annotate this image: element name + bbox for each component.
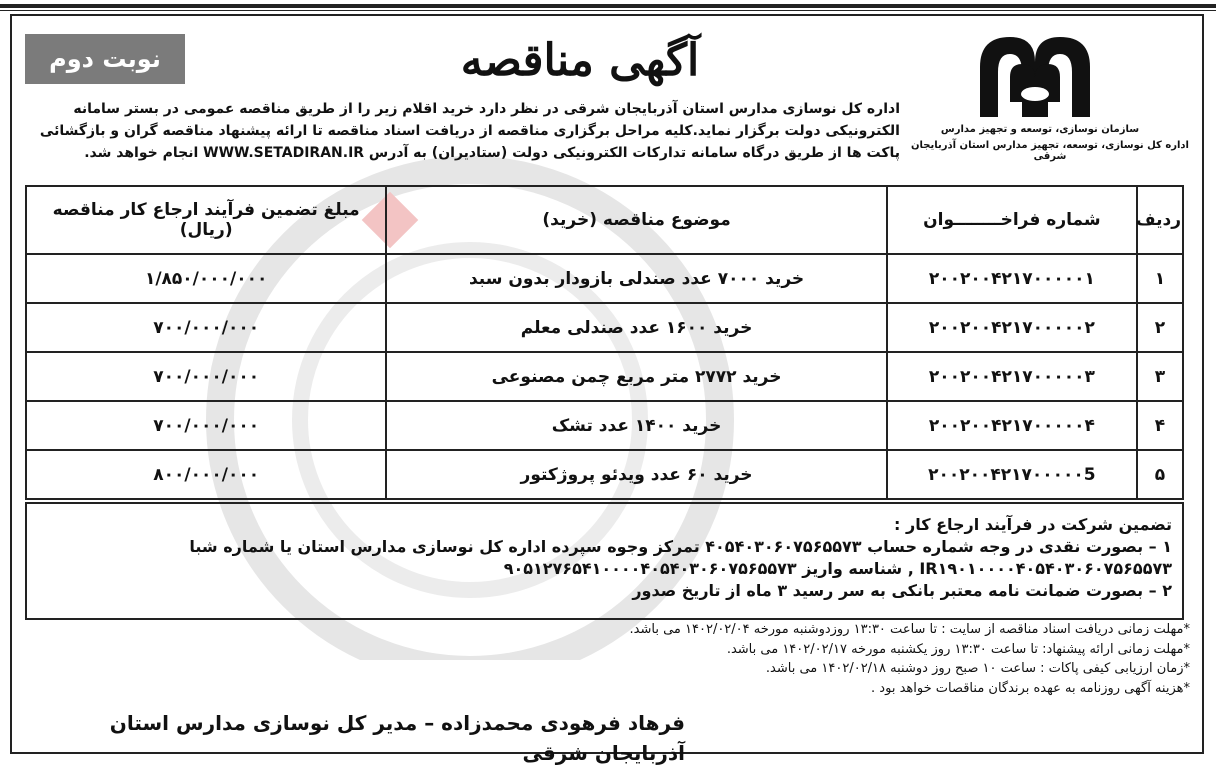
header-guarantee-amount: مبلغ تضمین فرآیند ارجاع کار مناقصه (ریال) (26, 186, 386, 254)
cell-subject: خرید ۲۷۷۲ متر مربع چمن مصنوعی (386, 352, 886, 401)
guarantee-line-2: IR۱۹۰۱۰۰۰۰۴۰۵۴۰۳۰۶۰۷۵۶۵۵۷۳ , شناسه واریز ۹۰۵۱۲۷۶۵۴۱۰۰۰۰۴۰۵۴۰۳۰۶۰۷۵۶۵۵۷۳ (503, 559, 1172, 578)
guarantee-title: تضمین شرکت در فرآیند ارجاع کار : (894, 515, 1172, 534)
table-header-row (26, 186, 1183, 254)
table-row (26, 352, 1183, 401)
cell-call-number: ۲۰۰۲۰۰۴۲۱۷۰۰۰۰۰۱ (887, 254, 1137, 303)
cell-amount: ۷۰۰/۰۰۰/۰۰۰ (26, 401, 386, 450)
table-row (26, 450, 1183, 499)
org-name-line2: اداره کل نوسازی، توسعه، تجهیز مدارس استان آذربایجان شرقی (911, 140, 1189, 162)
intro-paragraph: اداره کل نوسازی مدارس استان آذربایجان شرقی در نظر دارد خرید اقلام زیر را از طریق مناقصه عمومی در بستر سامانه الکترونیکی دولت برگزار نماید.کلیه مراحل برگزاری مناقصه از دریافت اسناد مناقصه تا ارائه پیشنهاد مناقصه گران و بازگشائی پاکت ها از طریق درگاه سامانه تدارکات الکترونیکی دولت (ستادیران) به آدرس WWW.SETADIRAN.IR انجام خواهد شد. (39, 101, 900, 161)
edition-badge: نوبت دوم (25, 34, 185, 84)
cell-amount: ۱/۸۵۰/۰۰۰/۰۰۰ (26, 254, 386, 303)
cell-row-number: ۲ (1137, 303, 1183, 352)
cell-call-number: ۲۰۰۲۰۰۴۲۱۷۰۰۰۰۰۳ (887, 352, 1137, 401)
header-subject: موضوع مناقصه (خرید) (386, 186, 886, 254)
top-rule (0, 4, 1216, 8)
cell-row-number: ۳ (1137, 352, 1183, 401)
cell-amount: ۷۰۰/۰۰۰/۰۰۰ (26, 303, 386, 352)
organization-logo-icon (960, 22, 1110, 122)
note-item: *زمان ارزیابی کیفی پاکات : ساعت ۱۰ صبح روز دوشنبه ۱۴۰۲/۰۲/۱۸ می باشد. (765, 661, 1190, 676)
table-row (26, 401, 1183, 450)
top-rule-thin (0, 10, 1216, 11)
cell-amount: ۸۰۰/۰۰۰/۰۰۰ (26, 450, 386, 499)
cell-subject: خرید ۷۰۰۰ عدد صندلی بازودار بدون سبد (386, 254, 886, 303)
header-call-number: شماره فراخــــــــوان (887, 186, 1137, 254)
note-item: *هزینه آگهی روزنامه به عهده برندگان مناقصات خواهد بود . (871, 680, 1190, 696)
signature-line: فرهاد فرهودی محمدزاده – مدیر کل نوسازی مدارس استان آذربایجان شرقی (109, 711, 685, 765)
note-item: *مهلت زمانی ارائه پیشنهاد: تا ساعت ۱۳:۳۰ روز یکشنبه مورخه ۱۴۰۲/۰۲/۱۷ می باشد. (726, 641, 1190, 657)
cell-subject: خرید ۱۶۰۰ عدد صندلی معلم (386, 303, 886, 352)
cell-call-number: ۲۰۰۲۰۰۴۲۱۷۰۰۰۰۰5 (887, 450, 1137, 499)
cell-subject: خرید ۶۰ عدد ویدئو پروژکتور (386, 450, 886, 499)
notes-list (280, 620, 1190, 698)
header-row-number: ردیف (1137, 186, 1183, 254)
cell-row-number: ۵ (1137, 450, 1183, 499)
cell-amount: ۷۰۰/۰۰۰/۰۰۰ (26, 352, 386, 401)
guarantee-line-3: ۲ – بصورت ضمانت نامه معتبر بانکی به سر رسید ۳ ماه از تاریخ صدور (632, 581, 1172, 600)
guarantee-section (25, 502, 1184, 620)
note-item: *مهلت زمانی دریافت اسناد مناقصه از سایت : تا ساعت ۱۳:۳۰ روزدوشنبه مورخه ۱۴۰۲/۰۲/۰۴ می باشد. (629, 622, 1190, 637)
guarantee-line-1: ۱ – بصورت نقدی در وجه شماره حساب ۴۰۵۴۰۳۰۶۰۷۵۶۵۵۷۳ تمرکز وجوه سپرده اداره کل نوسازی مدارس استان یا شماره شبا (189, 537, 1172, 556)
table-row (26, 303, 1183, 352)
tender-table (25, 185, 1184, 500)
table-row (26, 254, 1183, 303)
cell-call-number: ۲۰۰۲۰۰۴۲۱۷۰۰۰۰۰۲ (887, 303, 1137, 352)
cell-row-number: ۴ (1137, 401, 1183, 450)
org-name-line1: سازمان نوسازی، توسعه و تجهیز مدارس (940, 124, 1140, 135)
page-title: آگهی مناقصه (460, 35, 700, 86)
cell-row-number: ۱ (1137, 254, 1183, 303)
cell-subject: خرید ۱۴۰۰ عدد تشک (386, 401, 886, 450)
cell-call-number: ۲۰۰۲۰۰۴۲۱۷۰۰۰۰۰۴ (887, 401, 1137, 450)
